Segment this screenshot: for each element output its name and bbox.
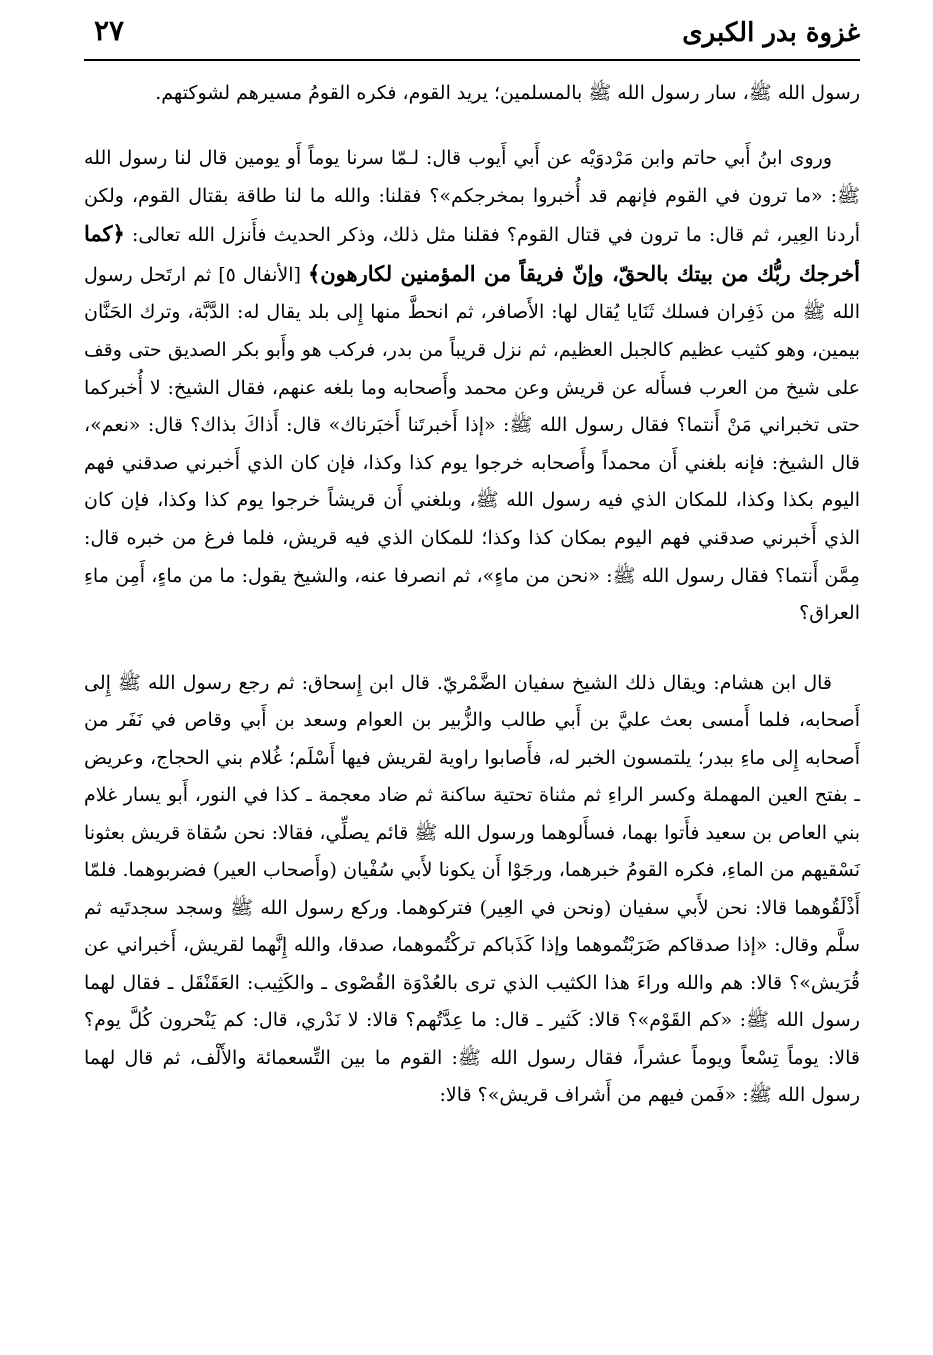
paragraph-text: [الأنفال ٥] ثم ارتَحل رسول الله ﷺ من ذَفِران فسلك ثَنَايا يُقال لها: الأَصافر، ثم انحطَّ منها إِلى بلد يقال له: الدَّبَّة، وترك الحَنَّان بيمين، وهو كثيب عظيم كالجبل العظيم، ثم نزل قريباً من بدر، فركب هو وأَبو بكر الصديق حتى وقف على شيخ من العرب فسأَله عن قريش وعن محمد وأَصحابه وما بلغه عنهم، فقال الشيخ: لا أُخبركما حتى تخبراني مَنْ أَنتما؟ فقال رسول الله ﷺ: «إذا أَخبرتَنا أَخبَرناك» قال: أَذاكَ بذاك؟ قال: «نعم»، قال الشيخ: فإنه بلغني أَن محمداً وأَصحابه خرجوا يوم كذا وكذا، فإن كان الذي أَخبرني صدقني فهم اليوم بكذا وكذا، للمكان الذي فيه رسول الله ﷺ، وبلغني أَن قريشاً خرجوا يوم كذا وكذا، فإن كان الذي أَخبرني صدقني فهم اليوم بمكان كذا وكذا؛ للمكان الذي فيه قريش، فلما فرغ من خبره قال: مِمَّن أَنتما؟ فقال رسول الله ﷺ: «نحن من ماءٍ»، ثم انصرفا عنه، والشيخ يقول: ما من ماءٍ، أَمِن ماءِ العراق؟ [84, 263, 860, 625]
running-title: غزوة بدر الكبرى [682, 18, 860, 48]
quran-verse: ﴿كما أخرجك ربُّك من بيتك بالحقّ، وإنّ فريقاً من المؤمنين لكارهون﴾ [84, 221, 860, 286]
paragraph-text: وروى ابنُ أَبي حاتم وابن مَرْدوَيْه عن أَبي أَيوب قال: لـمّا سرنا يوماً أَو يومين قال لنا رسول الله ﷺ: «ما ترون في القوم فإنهم قد أُخبروا بمخرجكم»؟ فقلنا: والله ما لنا طاقة بقتال القوم، ولكن أردنا العِير، ثم قال: ما ترون في قتال القوم؟ فقلنا مثل ذلك، وذكر الحديث فأَنزل الله تعالى: [84, 147, 860, 247]
page-header [84, 14, 860, 54]
page-number: ٢٧ [94, 14, 125, 47]
body-text [84, 74, 860, 1115]
paragraph-continuation: رسول الله ﷺ، سار رسول الله ﷺ بالمسلمين؛ يريد القوم، فكره القومُ مسيرهم لشوكتهم. [155, 82, 860, 104]
header-divider [84, 59, 860, 61]
paragraph-abu-ayyub-narration [84, 140, 860, 633]
paragraph-ibn-hisham-narration: قال ابن هشام: ويقال ذلك الشيخ سفيان الضَّمْريّ. قال ابن إِسحاق: ثم رجع رسول الله ﷺ إِلى أَصحابه، فلما أَمسى بعث عليَّ بن أَبي طالب والزُّبير بن العوام وسعد بن أَبي وقاص في نَفَر من أَصحابه إِلى ماءِ ببدر؛ يلتمسون الخبر له، فأَصابوا راوية لقريش فيها أَسْلَم؛ غُلام بني الحجاج، وعريض ـ بفتح العين المهملة وكسر الراءِ ثم مثناة تحتية ساكنة ثم ضاد معجمة ـ كذا في النور، أَبو يسار غلام بني العاص بن سعيد فأَتوا بهما، فسأَلوهما ورسول الله ﷺ قائم يصلِّي، فقالا: نحن سُقاة قريش بعثونا نَسْقيهم من الماءِ، فكره القومُ خبرهما، ورجَوْا أَن يكونا لأَبي سُفْيان (وأَصحاب العير) فضربوهما. فلمّا أَذْلَقُوهما قالا: نحن لأَبي سفيان (ونحن في العِير) فتركوهما. وركع رسول الله ﷺ وسجد سجدتَيه ثم سلَّم وقال: «إذا صدقاكم ضَرَبْتُموهما وإذا كَذَباكم تركْتُموهما، صدقا، والله إِنَّهما لقريش، أَخبراني عن قُرَيش»؟ قالا: هم والله وراءَ هذا الكثيب الذي ترى بالعُدْوَة القُصْوى ـ والكَثِيب: العَقَنْقَل ـ فقال لهما رسول الله ﷺ: «كم القَوْم»؟ قالا: كَثير ـ قال: ما عِدَّتُهم؟ قالا: لا نَدْري، قال: كم يَنْحرون كُلَّ يوم؟ قالا: يوماً تِسْعاً ويوماً عشراً، فقال رسول الله ﷺ: القوم ما بين التِّسعمائة والأَلْف، ثم قال لهما رسول الله ﷺ: «فَمن فيهم من أَشراف قريش»؟ قالا: [84, 671, 860, 1107]
